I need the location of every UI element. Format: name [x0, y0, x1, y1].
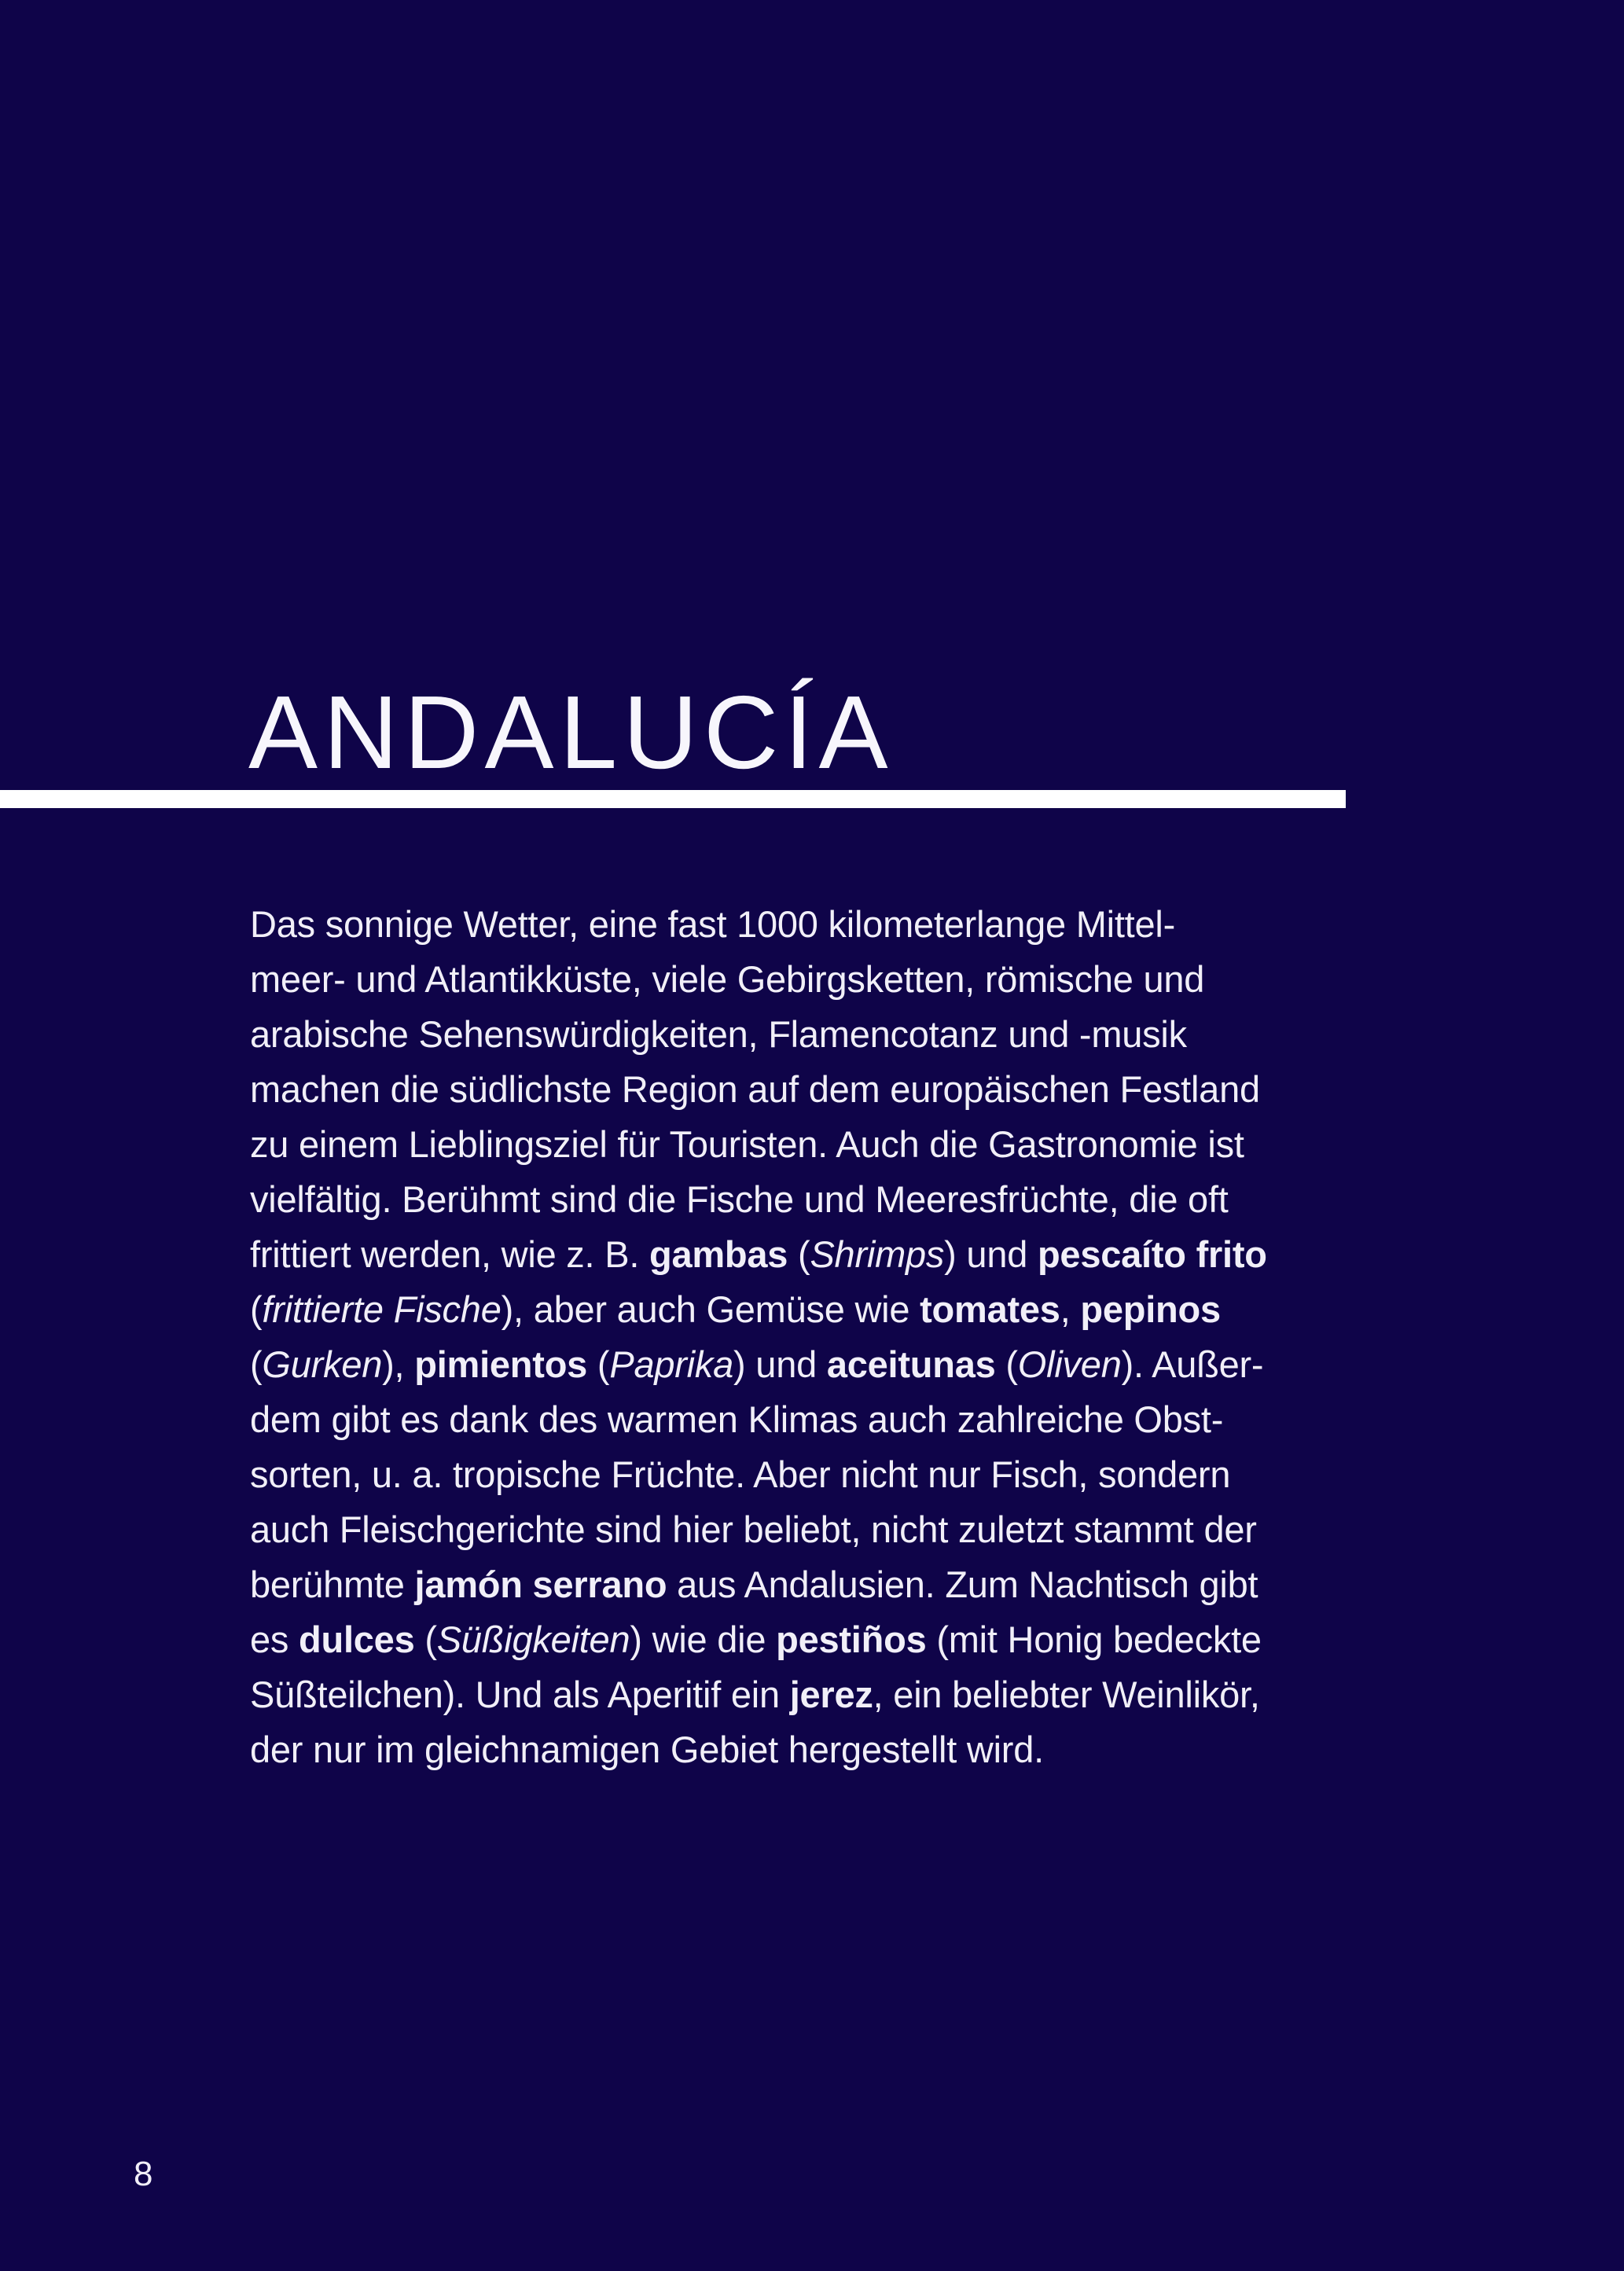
body-text: ),: [382, 1343, 415, 1385]
body-text: der nur im gleichnamigen Gebiet hergestellt wird.: [250, 1729, 1044, 1770]
body-text: arabische Sehenswürdigkeiten, Flamencotanz und -musik: [250, 1013, 1187, 1055]
body-text: aus Andalusien. Zum Nachtisch gibt: [667, 1564, 1258, 1605]
body-text: , ein beliebter Weinlikör,: [873, 1674, 1260, 1715]
body-text: ) und: [733, 1343, 827, 1385]
page-number: 8: [134, 2155, 153, 2193]
paragraph-line: [250, 1557, 1350, 1612]
spanish-term: pestiños: [776, 1619, 927, 1660]
spanish-term: jamón serrano: [414, 1564, 667, 1605]
paragraph-line: [250, 1337, 1350, 1392]
title-divider-bar: [0, 790, 1346, 808]
body-text: (: [250, 1288, 263, 1330]
paragraph-line: [250, 1282, 1350, 1337]
translation-term: Oliven: [1017, 1343, 1122, 1385]
paragraph-line: [250, 1667, 1350, 1722]
body-text: vielfältig. Berühmt sind die Fische und Meeresfrüchte, die oft: [250, 1178, 1229, 1220]
body-text: ). Außer-: [1121, 1343, 1264, 1385]
body-text: (: [250, 1343, 263, 1385]
body-text: meer- und Atlantikküste, viele Gebirgsketten, römische und: [250, 958, 1205, 1000]
intro-paragraph: [250, 897, 1350, 1777]
translation-term: Süßigkeiten: [436, 1619, 630, 1660]
spanish-term: tomates: [920, 1288, 1060, 1330]
body-text: sorten, u. a. tropische Früchte. Aber nicht nur Fisch, sondern: [250, 1453, 1231, 1495]
spanish-term: pepinos: [1080, 1288, 1221, 1330]
spanish-term: gambas: [648, 1233, 788, 1275]
translation-term: Paprika: [609, 1343, 734, 1385]
paragraph-line: [250, 1117, 1350, 1172]
paragraph-line: [250, 1392, 1350, 1447]
body-text: (: [788, 1233, 810, 1275]
body-text: machen die südlichste Region auf dem europäischen Festland: [250, 1068, 1260, 1110]
paragraph-line: [250, 952, 1350, 1007]
paragraph-line: [250, 1722, 1350, 1777]
translation-term: Gurken: [262, 1343, 383, 1385]
body-text: (: [587, 1343, 610, 1385]
paragraph-line: [250, 1007, 1350, 1062]
spanish-term: dulces: [299, 1619, 415, 1660]
body-text: (: [995, 1343, 1018, 1385]
spanish-term: jerez: [789, 1674, 873, 1715]
spanish-term: pescaíto frito: [1037, 1233, 1267, 1275]
body-text: dem gibt es dank des warmen Klimas auch zahlreiche Obst-: [250, 1398, 1224, 1440]
body-text: ) und: [944, 1233, 1038, 1275]
body-text: (: [414, 1619, 437, 1660]
spanish-term: pimientos: [414, 1343, 588, 1385]
body-text: Süßteilchen). Und als Aperitif ein: [250, 1674, 790, 1715]
paragraph-line: [250, 1502, 1350, 1557]
paragraph-line: [250, 897, 1350, 952]
paragraph-line: [250, 1227, 1350, 1282]
paragraph-line: [250, 1612, 1350, 1667]
body-text: ), aber auch Gemüse wie: [501, 1288, 920, 1330]
translation-term: frittierte Fische: [262, 1288, 502, 1330]
translation-term: Shrimps: [810, 1233, 945, 1275]
body-text: ,: [1060, 1288, 1081, 1330]
body-text: zu einem Lieblingsziel für Touristen. Auch die Gastronomie ist: [250, 1123, 1244, 1165]
paragraph-line: [250, 1172, 1350, 1227]
body-text: Das sonnige Wetter, eine fast 1000 kilometerlange Mittel-: [250, 903, 1176, 945]
body-text: auch Fleischgerichte sind hier beliebt, nicht zuletzt stammt der: [250, 1508, 1257, 1550]
spanish-term: aceitunas: [826, 1343, 996, 1385]
chapter-title: ANDALUCÍA: [248, 674, 894, 791]
paragraph-line: [250, 1447, 1350, 1502]
paragraph-line: [250, 1062, 1350, 1117]
body-text: ) wie die: [630, 1619, 777, 1660]
body-text: frittiert werden, wie z. B.: [250, 1233, 649, 1275]
body-text: es: [250, 1619, 299, 1660]
body-text: (mit Honig bedeckte: [926, 1619, 1262, 1660]
body-text: berühmte: [250, 1564, 415, 1605]
